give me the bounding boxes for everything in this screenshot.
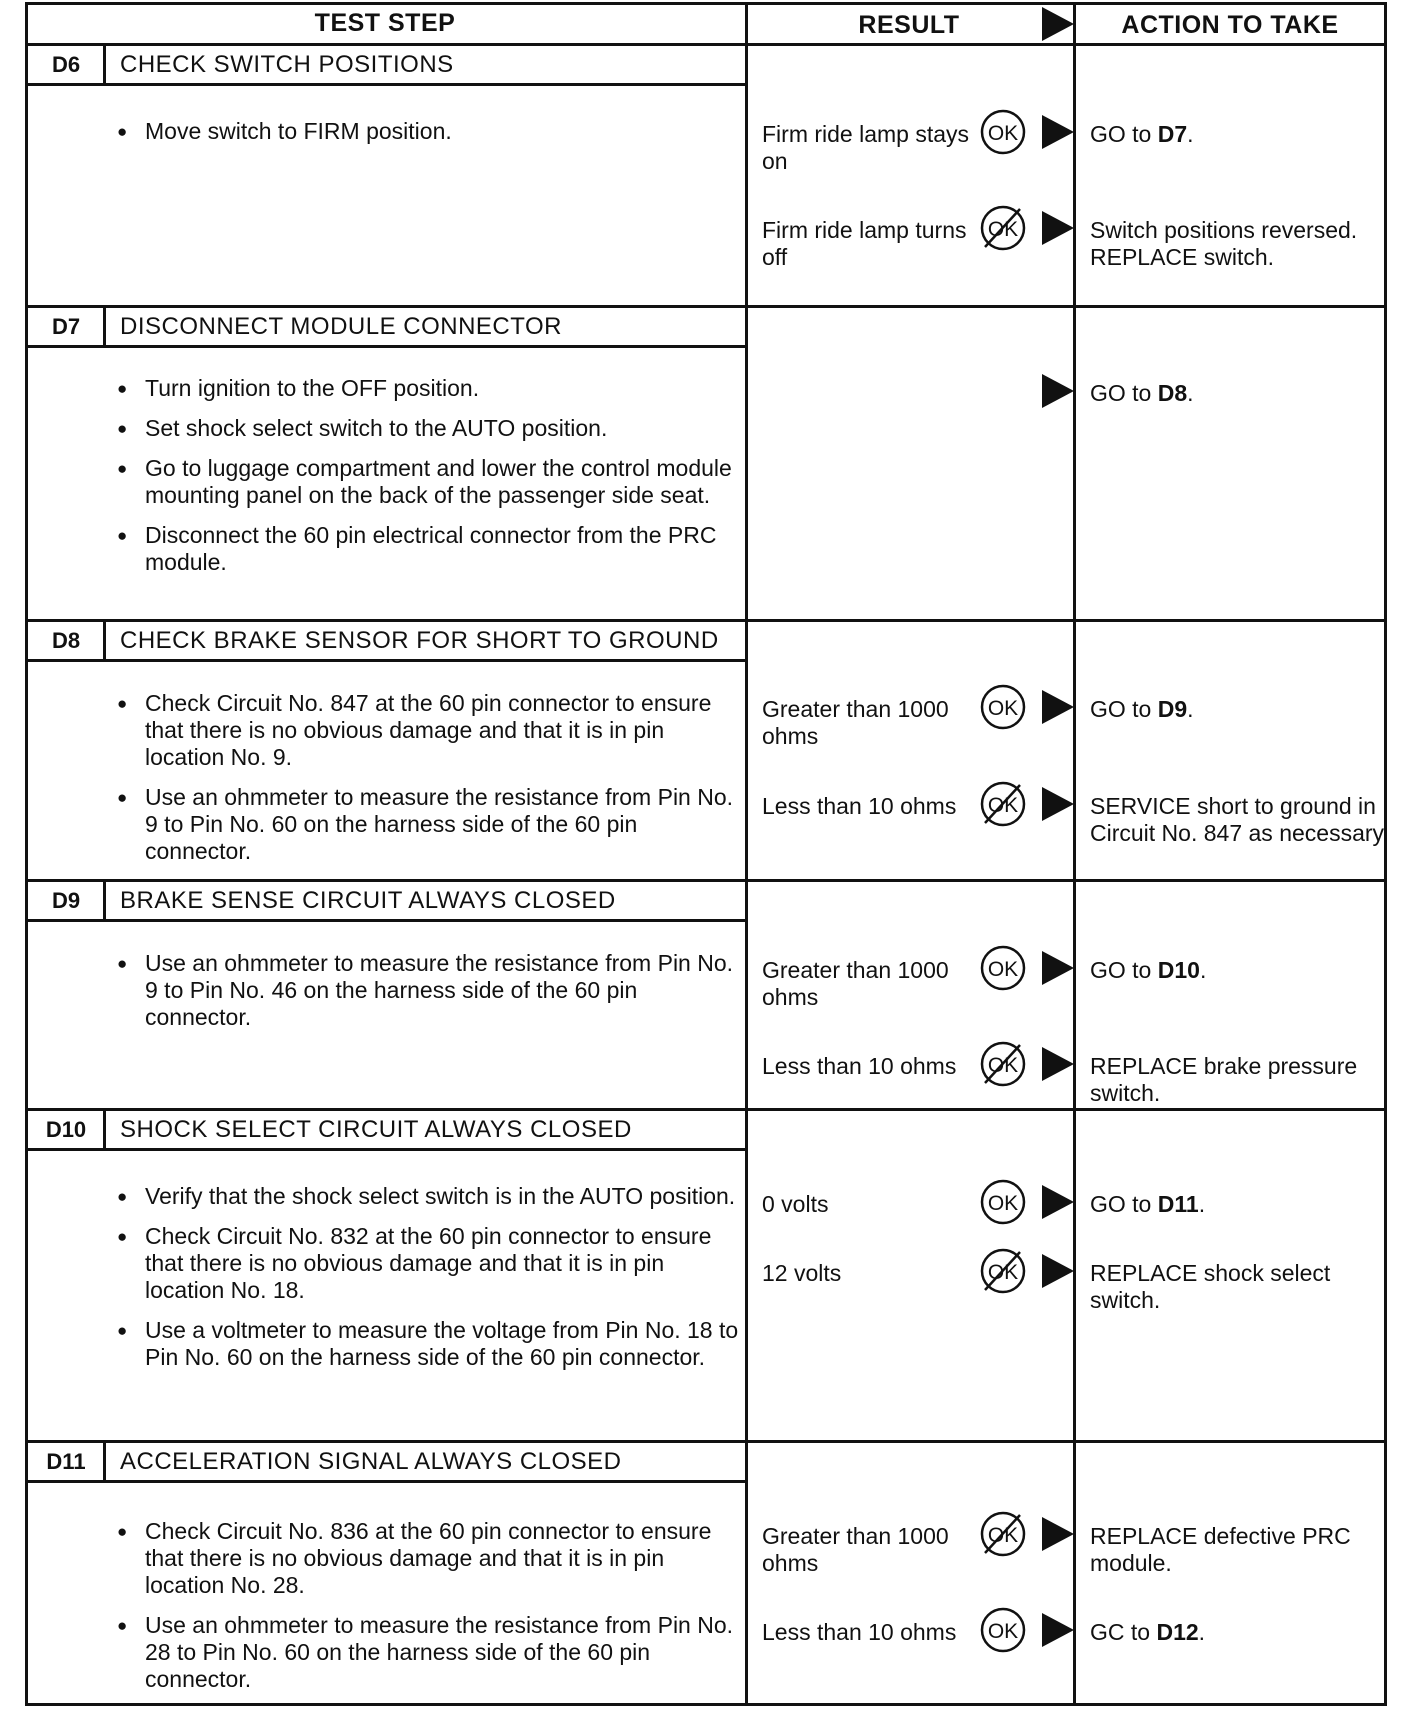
column-divider-action	[1073, 2, 1076, 1706]
action-text: GO to D7.	[1090, 121, 1194, 147]
arrow-icon	[1042, 211, 1074, 245]
arrow-icon	[1042, 1254, 1074, 1288]
svg-text:OK: OK	[987, 1192, 1019, 1215]
title-row-rule	[25, 83, 747, 86]
svg-text:OK: OK	[987, 958, 1019, 981]
action-text: REPLACE shock select switch.	[1090, 1260, 1331, 1313]
title-row-rule	[25, 345, 747, 348]
step-reference: D10	[1157, 957, 1200, 983]
step-instructions	[115, 950, 740, 1044]
arrow-icon	[1042, 1185, 1074, 1219]
ok-icon	[980, 684, 1026, 730]
action-text: SERVICE short to ground in Circuit No. 847 as necessary.	[1090, 793, 1389, 846]
step-code: D8	[51, 628, 81, 653]
step-reference: D12	[1156, 1619, 1199, 1645]
instruction-item: ● Turn ignition to the OFF position.	[115, 375, 740, 402]
result-condition: Firm ride lamp turns off	[762, 217, 967, 270]
step-title: CHECK SWITCH POSITIONS	[120, 51, 454, 78]
step-reference: D11	[1157, 1191, 1199, 1217]
step-instructions	[115, 1518, 740, 1706]
arrow-icon	[1042, 1517, 1074, 1551]
svg-text:OK: OK	[987, 1261, 1019, 1284]
arrow-icon	[1042, 374, 1074, 408]
header-arrow-icon	[1042, 7, 1074, 41]
action-text: Switch positions reversed. REPLACE switch.	[1090, 217, 1358, 270]
step-title: CHECK BRAKE SENSOR FOR SHORT TO GROUND	[120, 627, 719, 654]
action-text: GO to D9.	[1090, 696, 1194, 722]
section-divider	[25, 619, 1387, 622]
step-title: SHOCK SELECT CIRCUIT ALWAYS CLOSED	[120, 1116, 632, 1143]
ok-icon	[980, 1607, 1026, 1653]
svg-text:OK: OK	[987, 218, 1019, 241]
not-ok-icon	[980, 1248, 1026, 1294]
result-condition: Greater than 1000 ohms	[762, 1523, 949, 1576]
step-reference: D9	[1157, 696, 1188, 722]
step-title: DISCONNECT MODULE CONNECTOR	[120, 313, 562, 340]
svg-text:OK: OK	[987, 794, 1019, 817]
step-instructions	[115, 375, 740, 589]
step-code: D11	[46, 1449, 86, 1474]
step-reference: D8	[1157, 380, 1188, 406]
svg-text:OK: OK	[987, 1620, 1019, 1643]
instruction-item: ● Use a voltmeter to measure the voltage from Pin No. 18 to Pin No. 60 on the harness side of the 60 pin connector.	[115, 1317, 740, 1371]
result-condition: Greater than 1000 ohms	[762, 696, 949, 749]
action-text: GO to D10.	[1090, 957, 1207, 983]
not-ok-icon	[980, 205, 1026, 251]
step-title: BRAKE SENSE CIRCUIT ALWAYS CLOSED	[120, 887, 616, 914]
svg-text:OK: OK	[987, 697, 1019, 720]
ok-icon	[980, 1179, 1026, 1225]
arrow-icon	[1042, 690, 1074, 724]
section-divider	[25, 305, 1387, 308]
instruction-item: ● Use an ohmmeter to measure the resistance from Pin No. 28 to Pin No. 60 on the harness side of the 60 pin connector.	[115, 1612, 740, 1693]
arrow-icon	[1042, 951, 1074, 985]
not-ok-icon	[980, 1041, 1026, 1087]
arrow-icon	[1042, 1047, 1074, 1081]
ok-icon	[980, 109, 1026, 155]
svg-text:OK: OK	[987, 1524, 1019, 1547]
step-instructions	[115, 118, 740, 158]
step-instructions	[115, 1183, 740, 1384]
arrow-icon	[1042, 787, 1074, 821]
result-condition: Greater than 1000 ohms	[762, 957, 949, 1010]
instruction-item: ● Check Circuit No. 847 at the 60 pin connector to ensure that there is no obvious damage and that it is in pin location No. 9.	[115, 690, 740, 771]
title-row-rule	[25, 659, 747, 662]
result-condition: Less than 10 ohms	[762, 793, 957, 819]
step-code: D10	[45, 1117, 87, 1142]
step-title: ACCELERATION SIGNAL ALWAYS CLOSED	[120, 1448, 622, 1475]
action-text: REPLACE defective PRC module.	[1090, 1523, 1351, 1576]
result-condition: Firm ride lamp stays on	[762, 121, 970, 174]
instruction-item: ● Set shock select switch to the AUTO position.	[115, 415, 740, 442]
instruction-item: ● Verify that the shock select switch is in the AUTO position.	[115, 1183, 740, 1210]
result-condition: Less than 10 ohms	[762, 1053, 957, 1079]
column-divider-result	[745, 2, 748, 1706]
arrow-icon	[1042, 1613, 1074, 1647]
header-rule	[25, 43, 1387, 46]
frame-top	[25, 2, 1387, 5]
svg-text:OK: OK	[987, 1054, 1019, 1077]
result-condition: Less than 10 ohms	[762, 1619, 957, 1645]
arrow-icon	[1042, 115, 1074, 149]
title-row-rule	[25, 1148, 747, 1151]
instruction-item: ● Go to luggage compartment and lower the control module mounting panel on the back of the passenger side seat.	[115, 455, 740, 509]
result-condition: 12 volts	[762, 1260, 842, 1286]
instruction-item: ● Check Circuit No. 836 at the 60 pin connector to ensure that there is no obvious damage and that it is in pin location No. 28.	[115, 1518, 740, 1599]
header-result: RESULT	[858, 11, 960, 39]
step-code: D6	[51, 52, 81, 77]
title-row-rule	[25, 1480, 747, 1483]
header-test-step: TEST STEP	[314, 9, 456, 37]
instruction-item: ● Use an ohmmeter to measure the resistance from Pin No. 9 to Pin No. 60 on the harness side of the 60 pin connector.	[115, 784, 740, 865]
section-divider	[25, 1108, 1387, 1111]
step-code: D9	[51, 888, 81, 913]
not-ok-icon	[980, 1511, 1026, 1557]
section-divider	[25, 1440, 1387, 1443]
not-ok-icon	[980, 781, 1026, 827]
instruction-item: ● Move switch to FIRM position.	[115, 118, 740, 145]
step-instructions	[115, 690, 740, 878]
action-text: GC to D12.	[1090, 1619, 1206, 1645]
instruction-item: ● Disconnect the 60 pin electrical connector from the PRC module.	[115, 522, 740, 576]
instruction-item: ● Check Circuit No. 832 at the 60 pin connector to ensure that there is no obvious damage and that it is in pin location No. 18.	[115, 1223, 740, 1304]
title-row-rule	[25, 919, 747, 922]
instruction-item: ● Use an ohmmeter to measure the resistance from Pin No. 9 to Pin No. 46 on the harness side of the 60 pin connector.	[115, 950, 740, 1031]
action-text: REPLACE brake pressure switch.	[1090, 1053, 1358, 1106]
section-divider	[25, 879, 1387, 882]
svg-text:OK: OK	[987, 122, 1019, 145]
step-reference: D7	[1157, 121, 1188, 147]
header-action: ACTION TO TAKE	[1121, 11, 1339, 39]
action-text: GO to D11.	[1090, 1191, 1206, 1217]
result-condition: 0 volts	[762, 1191, 829, 1217]
ok-icon	[980, 945, 1026, 991]
action-text: GO to D8.	[1090, 380, 1194, 406]
step-code: D7	[51, 314, 81, 339]
